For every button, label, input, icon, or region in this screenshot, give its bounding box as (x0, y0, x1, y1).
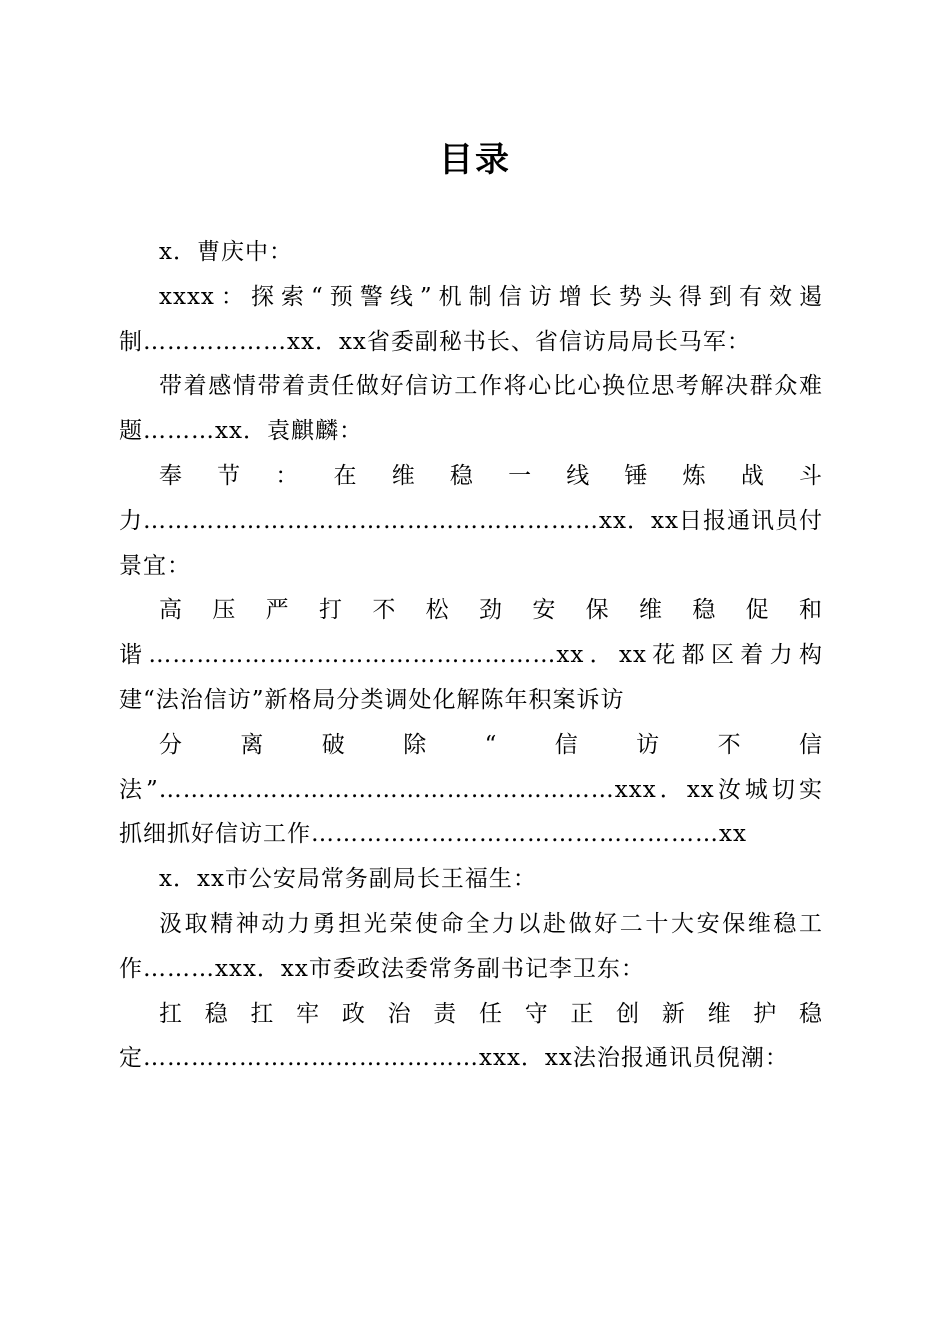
toc-entry-2: xxxx：探索“预警线”机制信访增长势头得到有效遏制………………xx．xx省委副秘书长、省信访局局长马军： (119, 283, 823, 355)
page-title: 目录 (439, 140, 511, 180)
toc-body (119, 230, 823, 1081)
toc-entry-1: x．曹庆中： (159, 239, 293, 265)
toc-entry-6: 分离破除“信访不信法”…………………………………………………xxx．xx汝城切实抓细抓好信访工作……………………………………………xx (119, 731, 823, 848)
toc-entry-5: 高压严打不松劲安保维稳促和谐……………………………………………xx．xx花都区着力构建“法治信访”新格局分类调处化解陈年积案诉访 (119, 597, 823, 713)
toc-entry-9: 扛稳扛牢政治责任守正创新维护稳定……………………………………xxx．xx法治报通讯员倪潮： (119, 1000, 823, 1072)
toc-entry-8: 汲取精神动力勇担光荣使命全力以赴做好二十大安保维稳工作………xxx．xx市委政法委常务副书记李卫东： (119, 910, 823, 982)
toc-entry-4: 奉节：在维稳一线锤炼战斗力…………………………………………………xx．xx日报通讯员付景宜： (119, 462, 823, 579)
toc-entry-3: 带着感情带着责任做好信访工作将心比心换位思考解决群众难题………xx．袁麒麟： (119, 373, 823, 445)
toc-entry-7: x．xx市公安局常务副局长王福生： (159, 866, 537, 893)
